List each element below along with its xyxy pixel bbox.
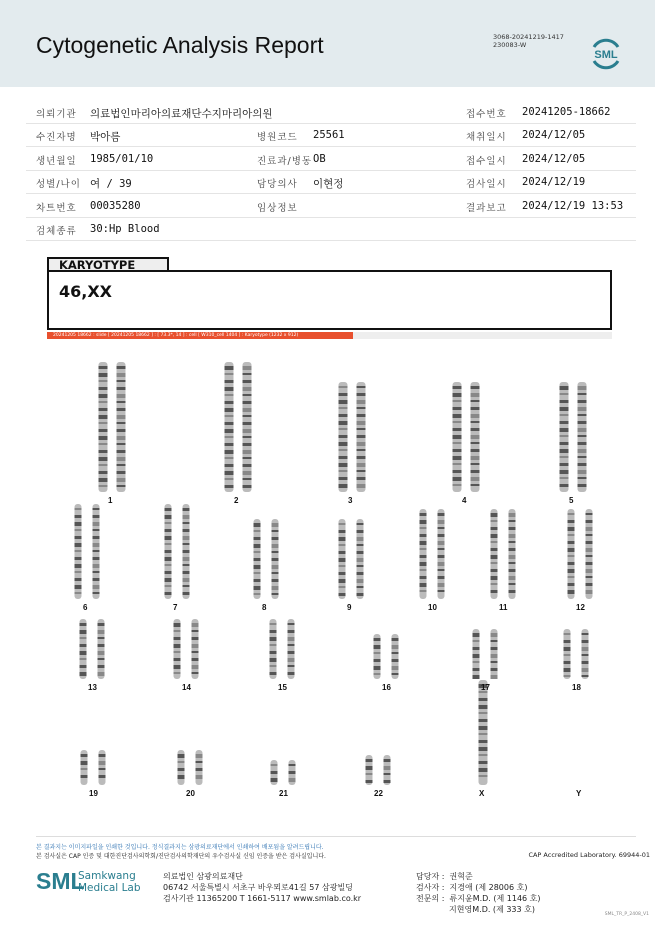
chromosome-label: 14 [182, 683, 191, 692]
chromosome-11 [509, 509, 516, 599]
image-caption-bar: 20241205 18662 : slide [ 20241205 18662 ] : [ 73.3*, 14 ] : cell [ W310_cell 1404 ] : Karyotype (1232 x 912) [47, 332, 353, 339]
info-row [26, 148, 636, 171]
chromosome-label: 16 [382, 683, 391, 692]
cap-accreditation: CAP Accredited Laboratory. 69944-01 [528, 851, 650, 859]
chromosome-3 [339, 382, 348, 492]
field-label: 채취일시 [466, 132, 507, 143]
chromosome-16 [374, 634, 381, 679]
chromosome-14 [192, 619, 199, 679]
code-line-1: 3068-20241219-1417 [493, 33, 564, 41]
chromosome-14 [174, 619, 181, 679]
karyogram-image [40, 345, 640, 805]
chromosome-label: 17 [481, 683, 490, 692]
chromosome-3 [357, 382, 366, 492]
field-label: 임상정보 [257, 203, 298, 214]
field-value: OB [313, 153, 326, 165]
address-line-1: 의료법인 삼광의료재단 [163, 872, 243, 881]
field-value: 여 / 39 [90, 178, 132, 190]
staff-list: 담당자 : 권혁준 검사자 : 지경애 (제 28006 호) 전문의 : 류지윤M.D. (제 1146 호) 지현영M.D. (제 333 호) [416, 872, 541, 914]
chromosome-1 [117, 362, 126, 492]
field-value: 30:Hp Blood [90, 223, 160, 235]
sml-footer-logo: SML [36, 868, 85, 894]
field-label: 차트번호 [36, 203, 77, 214]
chromosome-17 [491, 629, 498, 679]
chromosome-13 [98, 619, 105, 679]
chromosome-5 [560, 382, 569, 492]
lab-address [163, 871, 361, 904]
chromosome-label: 5 [569, 496, 574, 505]
chromosome-label: 6 [83, 603, 88, 612]
field-label: 의뢰기관 [36, 109, 77, 120]
chromosome-label: 11 [499, 603, 508, 612]
chromosome-4 [471, 382, 480, 492]
chromosome-18 [564, 629, 571, 679]
chromosome-15 [270, 619, 277, 679]
chromosome-17 [473, 629, 480, 679]
field-label: 수진자명 [36, 132, 77, 143]
info-row [26, 124, 636, 147]
chromosome-X [479, 680, 488, 785]
chromosome-label: 1 [108, 496, 113, 505]
chromosome-label: X [479, 789, 485, 798]
footer-notice-1: 본 결과지는 이미지파일을 인쇄한 것입니다. 정식결과지는 삼광의료재단에서 인쇄하여 배포됨을 알려드립니다. [36, 844, 324, 851]
chromosome-19 [99, 750, 106, 785]
chromosome-6 [75, 504, 82, 599]
field-value: 20241205-18662 [522, 106, 611, 118]
field-value: 2024/12/19 13:53 [522, 200, 624, 212]
karyotype-result: 46,XX [59, 282, 113, 301]
field-value: 2024/12/05 [522, 129, 586, 141]
info-row [26, 218, 636, 241]
chromosome-8 [272, 519, 279, 599]
field-label: 병원코드 [257, 132, 298, 143]
chromosome-label: 7 [173, 603, 178, 612]
info-row [26, 195, 636, 218]
info-row [26, 171, 636, 194]
chromosome-15 [288, 619, 295, 679]
field-value: 의료법인마리아의료재단수지마리아의원 [90, 108, 273, 120]
chromosome-label: 22 [374, 789, 383, 798]
chromosome-label: 2 [234, 496, 239, 505]
chromosome-label: 9 [347, 603, 352, 612]
field-label: 검체종류 [36, 226, 77, 237]
field-label: 진료과/병동 [257, 156, 313, 167]
field-value: 박아름 [90, 131, 121, 143]
karyotype-result-box [47, 270, 612, 330]
field-label: 접수일시 [466, 156, 507, 167]
chromosome-10 [420, 509, 427, 599]
field-label: 생년월일 [36, 156, 77, 167]
chromosome-19 [81, 750, 88, 785]
chromosome-label: 18 [572, 683, 581, 692]
form-code: SML_TR_P_2408_V1 [604, 912, 649, 917]
field-value: 2024/12/05 [522, 153, 586, 165]
chromosome-2 [225, 362, 234, 492]
code-line-2: 230083-W [493, 41, 527, 49]
chromosome-22 [366, 755, 373, 785]
field-label: 담당의사 [257, 179, 298, 190]
chromosome-5 [578, 382, 587, 492]
address-line-3: 검사기관 11365200 T 1661-5117 www.smlab.co.kr [163, 894, 362, 903]
info-row [26, 101, 636, 124]
chromosome-label: 15 [278, 683, 287, 692]
report-title: Cytogenetic Analysis Report [36, 32, 324, 58]
karyotype-heading: KARYOTYPE [47, 257, 169, 271]
chromosome-8 [254, 519, 261, 599]
field-label: 성별/나이 [36, 179, 81, 190]
chromosome-9 [339, 519, 346, 599]
chromosome-label: 19 [89, 789, 98, 798]
chromosome-20 [178, 750, 185, 785]
chromosome-4 [453, 382, 462, 492]
chromosome-label: 4 [462, 496, 467, 505]
chromosome-7 [183, 504, 190, 599]
chromosome-label: 3 [348, 496, 353, 505]
field-value: 00035280 [90, 200, 141, 212]
field-label: 검사일시 [466, 179, 507, 190]
chromosome-12 [568, 509, 575, 599]
footer-divider [36, 836, 636, 837]
chromosome-21 [271, 760, 278, 785]
report-header [0, 0, 655, 87]
field-label: 접수번호 [466, 109, 507, 120]
field-value: 2024/12/19 [522, 176, 586, 188]
footer-notice-2: 본 검사실은 CAP 인증 및 대한진단검사의학회/진단검사의학재단의 우수검사실 신임 인증을 받은 검사실입니다. [36, 853, 326, 860]
chromosome-label: 21 [279, 789, 288, 798]
chromosome-18 [582, 629, 589, 679]
sml-logo-icon [588, 35, 624, 71]
chromosome-10 [438, 509, 445, 599]
chromosome-12 [586, 509, 593, 599]
address-line-2: 06742 서울특별시 서초구 바우뫼로41길 57 삼광빌딩 [163, 883, 353, 892]
chromosome-20 [196, 750, 203, 785]
svg-text:SML: SML [594, 49, 618, 61]
lab-name [78, 870, 141, 894]
lab-name-2: Medical Lab [78, 882, 141, 894]
chromosome-2 [243, 362, 252, 492]
chromosome-label: 8 [262, 603, 267, 612]
field-label: 결과보고 [466, 203, 507, 214]
lab-name-1: Samkwang [78, 870, 136, 882]
chromosome-13 [80, 619, 87, 679]
field-value: 이현정 [313, 178, 344, 190]
chromosome-9 [357, 519, 364, 599]
field-value: 25561 [313, 129, 345, 141]
chromosome-21 [289, 760, 296, 785]
field-value: 1985/01/10 [90, 153, 154, 165]
chromosome-label: 20 [186, 789, 195, 798]
report-code [493, 33, 564, 49]
chromosome-16 [392, 634, 399, 679]
chromosome-label: 12 [576, 603, 585, 612]
chromosome-11 [491, 509, 498, 599]
chromosome-22 [384, 755, 391, 785]
chromosome-7 [165, 504, 172, 599]
chromosome-label: Y [576, 789, 582, 798]
chromosome-label: 13 [88, 683, 97, 692]
image-caption-bar-empty [353, 332, 612, 339]
chromosome-label: 10 [428, 603, 437, 612]
chromosome-1 [99, 362, 108, 492]
chromosome-6 [93, 504, 100, 599]
